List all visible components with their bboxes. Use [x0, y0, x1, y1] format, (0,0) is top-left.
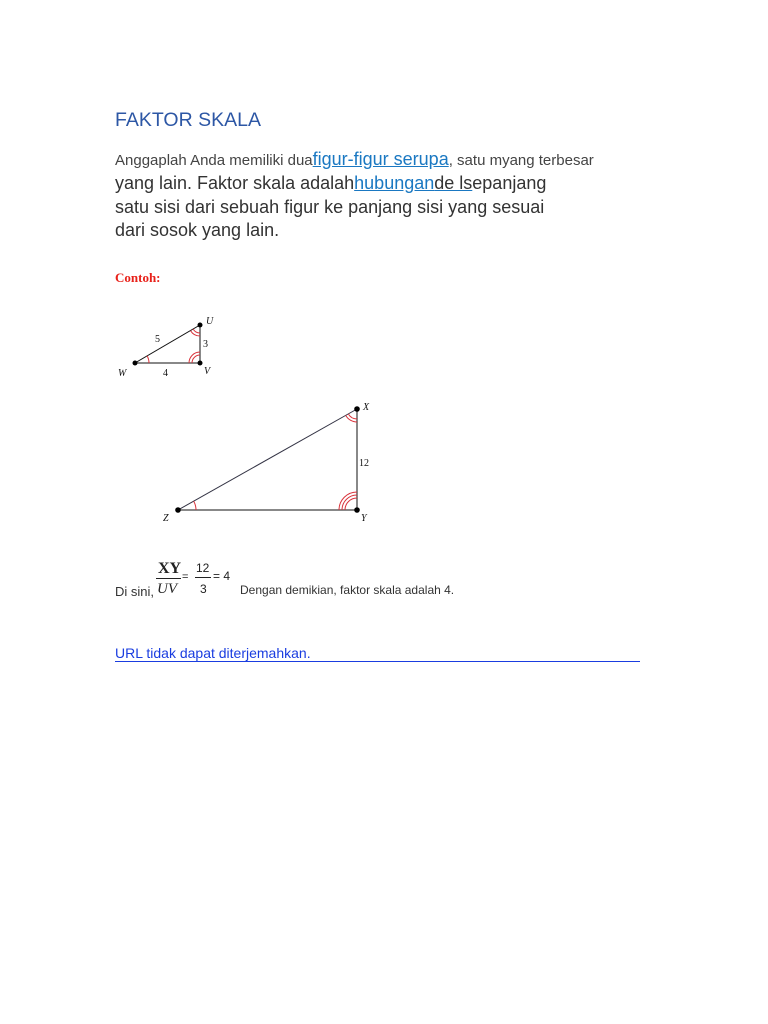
- vertex-label-u: U: [206, 316, 214, 327]
- paragraph-line-2: [115, 171, 546, 195]
- page-title: FAKTOR SKALA: [115, 109, 261, 131]
- side-label-wv: 4: [163, 368, 168, 379]
- fraction-denominator: UV: [157, 581, 177, 597]
- paragraph-line-3: satu sisi dari sebuah figur ke panjang sisi yang sesuai: [115, 197, 545, 217]
- large-triangle-diagram: [150, 395, 390, 530]
- angle-mark-z: [194, 501, 196, 510]
- hypotenuse-zx: [178, 409, 357, 510]
- vertex-dot-v: [198, 361, 203, 366]
- value-numerator: 12: [196, 561, 210, 575]
- relation-link[interactable]: hubungan: [354, 173, 435, 193]
- value-denominator: 3: [200, 582, 207, 596]
- vertex-label-v: V: [204, 366, 211, 377]
- paragraph-text: Anggaplah Anda memiliki dua: [115, 152, 313, 169]
- similar-figures-link[interactable]: figur-figur serupa: [312, 149, 449, 169]
- paragraph-text: epanjang: [472, 173, 547, 193]
- fraction-numerator: XY: [158, 560, 182, 577]
- small-triangle-diagram: [110, 310, 230, 385]
- formula-prefix: Di sini,: [115, 584, 155, 599]
- angle-mark-w: [147, 356, 149, 363]
- example-label: Contoh:: [115, 270, 161, 285]
- paragraph-line-4: dari sosok yang lain.: [115, 220, 280, 240]
- vertex-label-z: Z: [163, 513, 169, 524]
- paragraph-line-1: [115, 147, 594, 173]
- vertex-dot-w: [133, 361, 138, 366]
- vertex-label-x: X: [363, 402, 370, 413]
- side-label-wu: 5: [155, 334, 160, 345]
- formula-result: = 4: [213, 569, 231, 583]
- vertex-dot-x: [354, 406, 360, 412]
- vertex-dot-u: [198, 323, 203, 328]
- vertex-dot-y: [354, 507, 360, 513]
- vertex-label-y: Y: [361, 513, 367, 524]
- side-label-xy: 12: [359, 458, 369, 469]
- value-fraction-bar: [195, 577, 211, 578]
- vertex-dot-z: [175, 507, 181, 513]
- angle-mark-x: [346, 414, 357, 422]
- paragraph-text: de ls: [434, 173, 473, 193]
- angle-mark-y: [339, 492, 357, 510]
- equals-sign: =: [182, 571, 189, 583]
- vertex-label-w: W: [118, 368, 127, 379]
- untranslated-url-link[interactable]: URL tidak dapat diterjemahkan.: [115, 645, 640, 662]
- paragraph-text: yang lain. Faktor skala adalah: [115, 173, 355, 193]
- paragraph-text: , satu myang terbesar: [448, 152, 594, 169]
- side-label-uv: 3: [203, 339, 208, 350]
- fraction-bar: [156, 578, 181, 579]
- formula-conclusion: Dengan demikian, faktor skala adalah 4.: [240, 583, 455, 597]
